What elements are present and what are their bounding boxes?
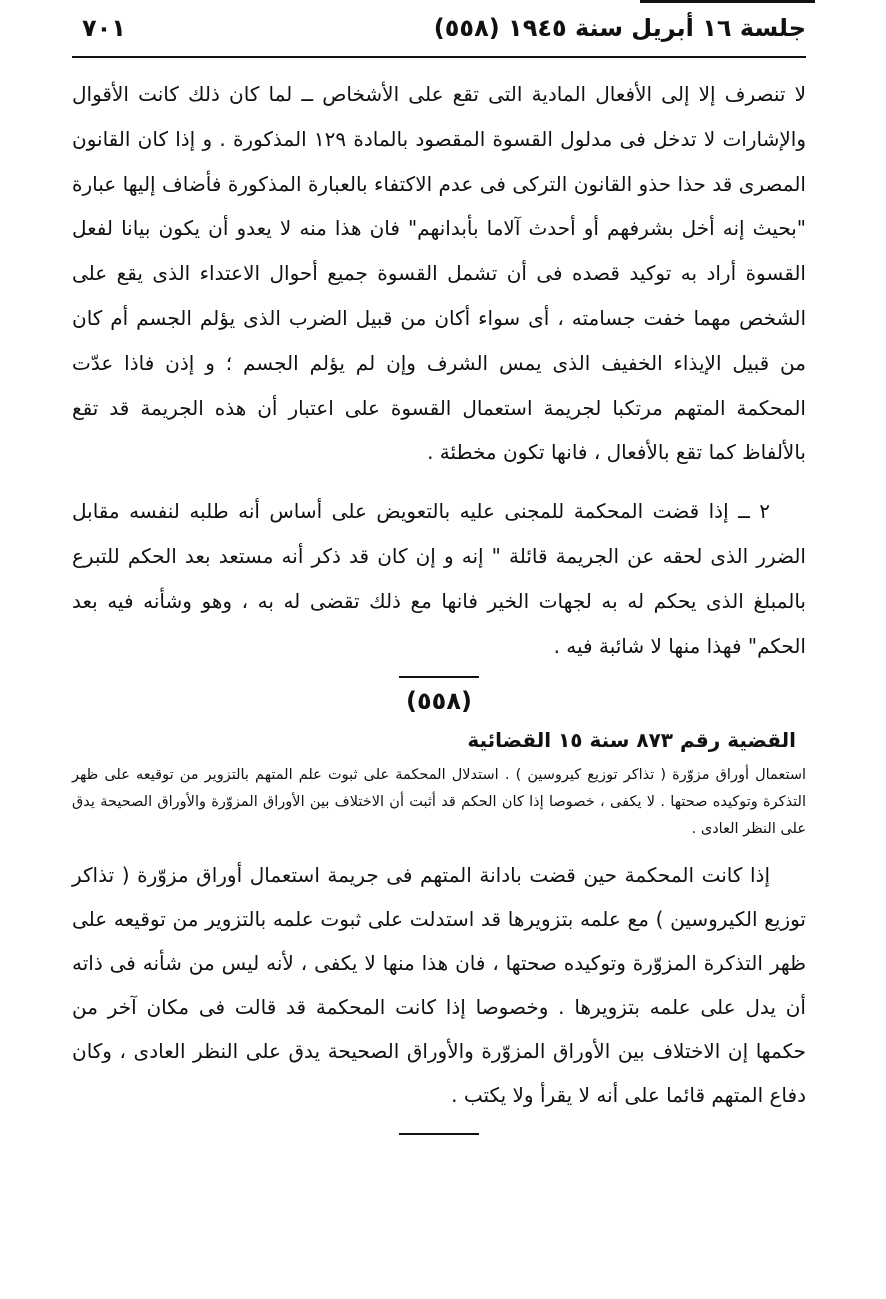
ruling-number: (٥٥٨): [406, 687, 472, 716]
ruling-text: إذا كانت المحكمة حين قضت بادانة المتهم فى جريمة استعمال أوراق مزوّرة ( تذاكر توزيع الكيروسين ) مع علمه بتزويرها قد استدلت على ثبوت علمه بالتزوير من توقيعه على ظهر التذكرة المزوّرة وتوكيده صحتها ، فان هذا منها لا يكفى ، لأنه ليس من شأنه فى ذاته أن يدل على علمه بتزويرها . وخصوصا إذا كانت المحكمة قد قالت فى مكان آخر من حكمها إن الاختلاف بين الأوراق المزوّرة والأوراق الصحيحة يدق على النظر العادى ، وكان دفاع المتهم قائما على أنه لا يقرأ ولا يكتب .: [72, 863, 806, 1108]
second-principle-paragraph: ٢ ــ إذا قضت المحكمة للمجنى عليه بالتعويض على أساس أنه طلبه لنفسه مقابل الضرر الذى لحقه عن الجريمة قائلة " إنه و إن كان قد ذكر أنه مستعد بعد الحكم للتبرع بالمبلغ الذى يحكم له به لجهات الخير فانها مع ذلك تقضى له به ، وهو وشأنه فيه بعد الحكم" فهذا منها لا شائبة فيه .: [72, 499, 806, 658]
case-heading: القضية رقم ٨٧٣ سنة ١٥ القضائية: [467, 728, 796, 753]
running-title: جلسة ١٦ أبريل سنة ١٩٤٥ (٥٥٨): [433, 14, 806, 42]
headnote: استعمال أوراق مزوّرة ( تذاكر توزيع كيروسين ) . استدلال المحكمة على ثبوت علم المتهم بالتزوير من توقيعه على ظهر التذكرة وتوكيده صحتها . لا يكفى ، خصوصا إذا كان الحكم قد أثبت أن الاختلاف بين الأوراق المزوّرة والأوراق الصحيحة يدق على النظر العادى .: [72, 767, 806, 838]
continued-paragraph: لا تنصرف إلا إلى الأفعال المادية التى تقع على الأشخاص ــ لما كان ذلك كانت الأقوال والإشارات لا تدخل فى مدلول القسوة المقصود بالمادة ١٢٩ المذكورة . و إذا كان القانون المصرى قد حذا حذو القانون التركى فى عدم الاكتفاء بالعبارة المذكورة فأضاف إليها عبارة "بحيث إنه أخل بشرفهم أو أحدث آلاما بأبدانهم" فان هذا منه لا يعدو أن يكون بيانا لفعل القسوة أراد به توكيد قصده فى أن تشمل القسوة جميع أحوال الاعتداء الذى يقع على الشخص مهما خفت جسامته ، أى سواء أكان من قبيل الضرب الذى يؤلم الجسم أم كان من قبيل الإيذاء الخفيف الذى يمس الشرف وإن لم يؤلم الجسم ؛ و إذن فاذا عدّت المحكمة المتهم مرتكبا لجريمة استعمال القسوة على اعتبار أن هذه الجريمة قد تقع بالألفاظ كما تقع بالأفعال ، فانها تكون مخطئة .: [72, 82, 806, 465]
section-divider: [399, 676, 479, 678]
end-divider: [399, 1133, 479, 1135]
running-header: [72, 0, 806, 58]
page: [72, 0, 806, 1135]
page-number: ٧٠١: [82, 14, 126, 42]
